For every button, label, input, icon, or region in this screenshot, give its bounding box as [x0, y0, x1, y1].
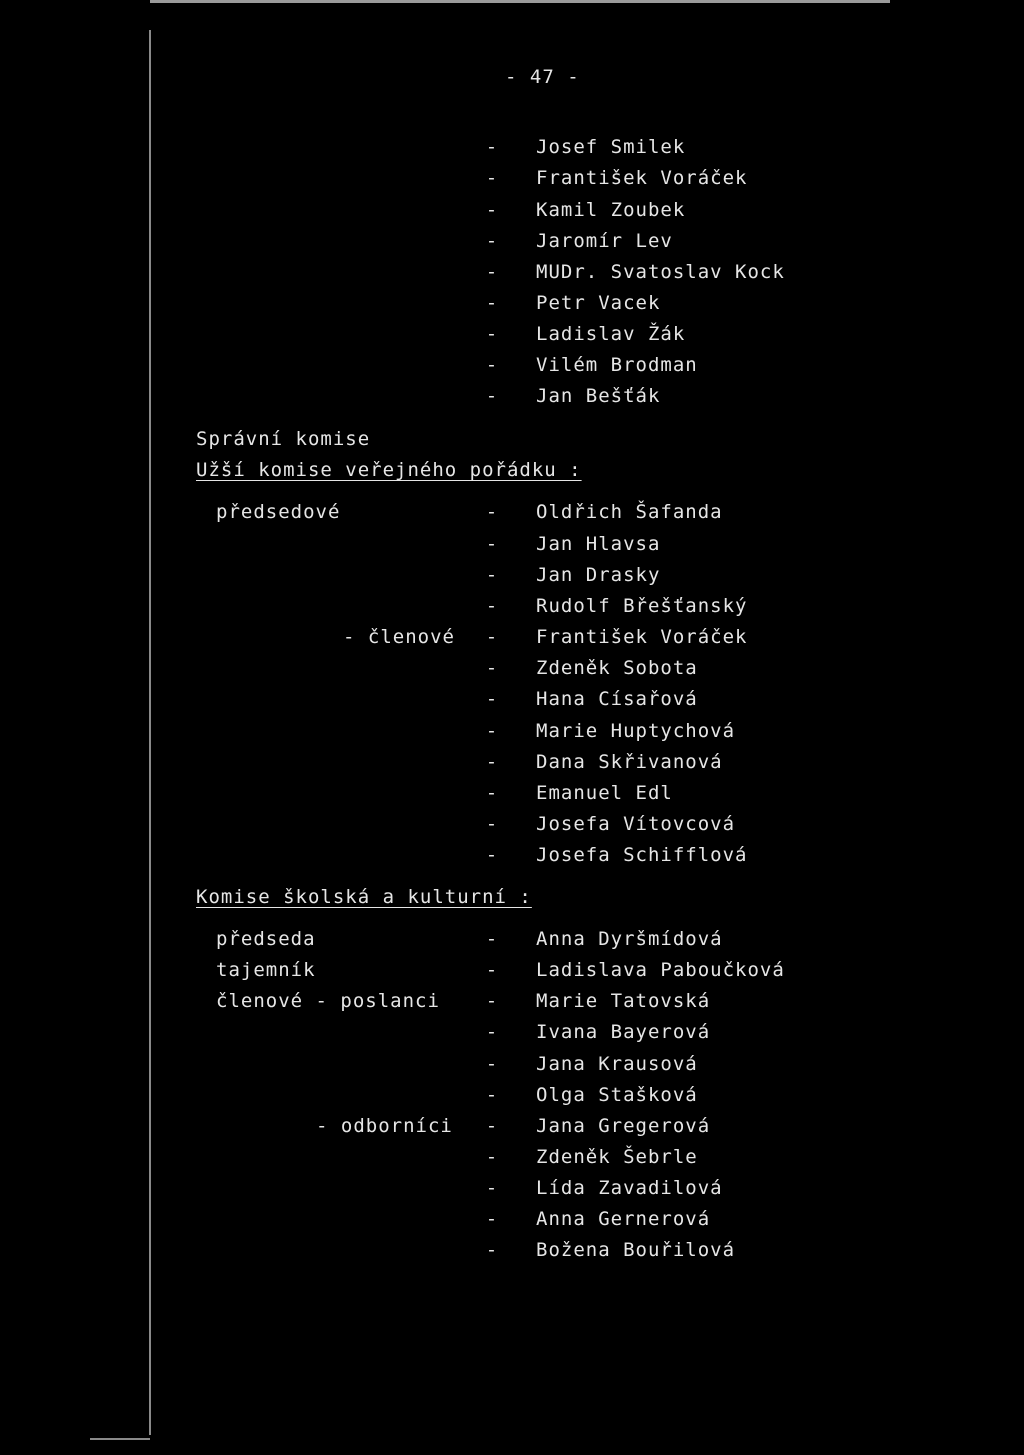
- dash: -: [485, 533, 499, 555]
- experts-label: - odborníci: [316, 1115, 453, 1137]
- dash: -: [485, 385, 499, 407]
- dash: -: [485, 626, 499, 648]
- commission-public-order-heading: Užší komise veřejného pořádku :: [196, 459, 582, 481]
- dash: -: [485, 292, 499, 314]
- dash: -: [485, 564, 499, 586]
- dash: -: [485, 813, 499, 835]
- dash: -: [485, 230, 499, 252]
- chairman-name: Rudolf Břešťanský: [536, 595, 748, 617]
- chairmen-label: předsedové: [216, 501, 341, 523]
- dash: -: [485, 1146, 499, 1168]
- dash: -: [485, 990, 499, 1012]
- dash: -: [485, 1053, 499, 1075]
- expert-name: Jana Gregerová: [536, 1115, 711, 1137]
- member-name: František Voráček: [536, 626, 748, 648]
- dash: -: [485, 1239, 499, 1261]
- dash: -: [485, 199, 499, 221]
- dash: -: [485, 688, 499, 710]
- name-item: MUDr. Svatoslav Kock: [536, 261, 785, 283]
- name-item: Petr Vacek: [536, 292, 661, 314]
- dash: -: [485, 1115, 499, 1137]
- dash: -: [485, 1084, 499, 1106]
- name-item: Vilém Brodman: [536, 354, 698, 376]
- member-name: Hana Císařová: [536, 688, 698, 710]
- expert-name: Anna Gernerová: [536, 1208, 711, 1230]
- chair-name: Anna Dyršmídová: [536, 928, 723, 950]
- dash: -: [485, 751, 499, 773]
- deputy-name: Jana Krausová: [536, 1053, 698, 1075]
- secretary-label: tajemník: [216, 959, 316, 981]
- members-deputies-label: členové - poslanci: [216, 990, 440, 1012]
- dash: -: [485, 928, 499, 950]
- chairman-name: Jan Drasky: [536, 564, 661, 586]
- dash: -: [485, 261, 499, 283]
- scan-edge-top: [150, 0, 890, 3]
- dash: -: [485, 844, 499, 866]
- member-name: Josefa Schifflová: [536, 844, 748, 866]
- name-item: Ladislav Žák: [536, 323, 686, 345]
- member-name: Josefa Vítovcová: [536, 813, 736, 835]
- scan-edge-left: [149, 30, 151, 1435]
- chairman-name: Jan Hlavsa: [536, 533, 661, 555]
- deputy-name: Olga Stašková: [536, 1084, 698, 1106]
- chairman-name: Oldřich Šafanda: [536, 501, 723, 523]
- member-name: Zdeněk Sobota: [536, 657, 698, 679]
- dash: -: [485, 1021, 499, 1043]
- dash: -: [485, 167, 499, 189]
- name-item: Kamil Zoubek: [536, 199, 686, 221]
- secretary-name: Ladislava Paboučková: [536, 959, 785, 981]
- name-item: Jan Bešťák: [536, 385, 661, 407]
- member-name: Marie Huptychová: [536, 720, 736, 742]
- dash: -: [485, 1208, 499, 1230]
- chair-label: předseda: [216, 928, 316, 950]
- page-number: - 47 -: [505, 66, 580, 88]
- expert-name: Zdeněk Šebrle: [536, 1146, 698, 1168]
- member-name: Emanuel Edl: [536, 782, 673, 804]
- members-label: - členové: [343, 626, 455, 648]
- dash: -: [485, 323, 499, 345]
- dash: -: [485, 595, 499, 617]
- dash: -: [485, 782, 499, 804]
- dash: -: [485, 1177, 499, 1199]
- dash: -: [485, 354, 499, 376]
- expert-name: Lída Zavadilová: [536, 1177, 723, 1199]
- expert-name: Božena Bouřilová: [536, 1239, 736, 1261]
- name-item: Josef Smilek: [536, 136, 686, 158]
- commission-admin-heading: Správní komise: [196, 428, 371, 450]
- deputy-name: Marie Tatovská: [536, 990, 711, 1012]
- deputy-name: Ivana Bayerová: [536, 1021, 711, 1043]
- dash: -: [485, 136, 499, 158]
- dash: -: [485, 501, 499, 523]
- commission-school-heading: Komise školská a kulturní :: [196, 886, 532, 908]
- name-item: Jaromír Lev: [536, 230, 673, 252]
- scan-edge-corner: [90, 1438, 150, 1440]
- dash: -: [485, 720, 499, 742]
- dash: -: [485, 959, 499, 981]
- name-item: František Voráček: [536, 167, 748, 189]
- dash: -: [485, 657, 499, 679]
- member-name: Dana Skřivanová: [536, 751, 723, 773]
